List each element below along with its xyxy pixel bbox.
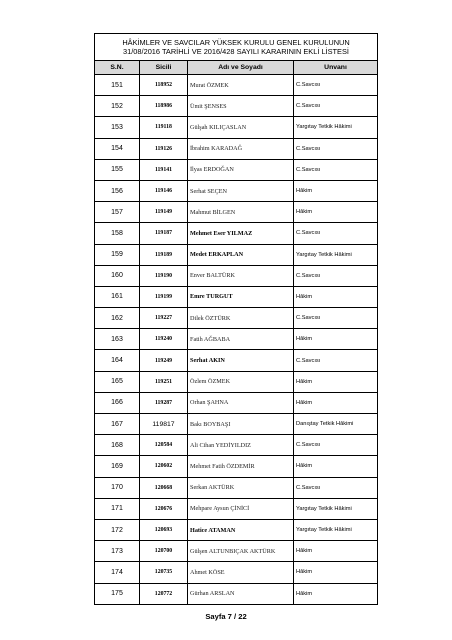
row-name-cell: Özlem ÖZMEK bbox=[188, 371, 294, 392]
row-sicil-cell: 119240 bbox=[140, 329, 188, 350]
row-unvan-cell: C.Savcısı bbox=[294, 75, 378, 96]
table-row bbox=[95, 96, 378, 117]
table-row bbox=[95, 138, 378, 159]
row-sicil-cell: 120602 bbox=[140, 456, 188, 477]
row-sn-cell: 156 bbox=[95, 180, 140, 201]
row-unvan-cell: Hâkim bbox=[294, 371, 378, 392]
row-sn-cell: 175 bbox=[95, 583, 140, 604]
table-row bbox=[95, 308, 378, 329]
row-sicil-cell: 119146 bbox=[140, 180, 188, 201]
table-row bbox=[95, 159, 378, 180]
table-row bbox=[95, 435, 378, 456]
personnel-table bbox=[94, 33, 378, 605]
row-sicil-cell: 120772 bbox=[140, 583, 188, 604]
row-sicil-cell: 118986 bbox=[140, 96, 188, 117]
page-footer: Sayfa 7 / 22 bbox=[205, 612, 247, 621]
row-name-cell: Hatice ATAMAN bbox=[188, 519, 294, 540]
row-sn-cell: 172 bbox=[95, 519, 140, 540]
table-row bbox=[95, 329, 378, 350]
row-name-cell: Gürhan ARSLAN bbox=[188, 583, 294, 604]
table-row bbox=[95, 456, 378, 477]
row-sn-cell: 170 bbox=[95, 477, 140, 498]
row-name-cell: Orhan ŞAHNA bbox=[188, 392, 294, 413]
table-row bbox=[95, 350, 378, 371]
document-table-container bbox=[94, 33, 377, 605]
row-sn-cell: 174 bbox=[95, 562, 140, 583]
row-unvan-cell: Yargıtay Tetkik Hâkimi bbox=[294, 519, 378, 540]
header-sn: S.N. bbox=[95, 61, 140, 75]
row-sicil-cell: 119287 bbox=[140, 392, 188, 413]
row-sicil-cell: 119189 bbox=[140, 244, 188, 265]
row-name-cell: İbrahim KARADAĞ bbox=[188, 138, 294, 159]
row-sicil-cell: 119817 bbox=[140, 414, 188, 435]
row-sn-cell: 167 bbox=[95, 414, 140, 435]
row-sicil-cell: 120693 bbox=[140, 519, 188, 540]
table-row bbox=[95, 519, 378, 540]
table-row bbox=[95, 583, 378, 604]
row-sicil-cell: 119141 bbox=[140, 159, 188, 180]
row-unvan-cell: Hâkim bbox=[294, 456, 378, 477]
row-sicil-cell: 119187 bbox=[140, 223, 188, 244]
table-row bbox=[95, 562, 378, 583]
row-unvan-cell: C.Savcısı bbox=[294, 159, 378, 180]
row-unvan-cell: C.Savcısı bbox=[294, 138, 378, 159]
row-name-cell: Mehmet Eser YILMAZ bbox=[188, 223, 294, 244]
row-unvan-cell: Hâkim bbox=[294, 329, 378, 350]
row-sicil-cell: 120700 bbox=[140, 541, 188, 562]
row-unvan-cell: Hâkim bbox=[294, 541, 378, 562]
row-name-cell: Mahmut BİLGEN bbox=[188, 202, 294, 223]
row-sn-cell: 158 bbox=[95, 223, 140, 244]
row-unvan-cell: C.Savcısı bbox=[294, 477, 378, 498]
row-sn-cell: 160 bbox=[95, 265, 140, 286]
row-name-cell: Serhat SEÇEN bbox=[188, 180, 294, 201]
row-unvan-cell: Danıştay Tetkik Hâkimi bbox=[294, 414, 378, 435]
row-name-cell: Fatih AĞBABA bbox=[188, 329, 294, 350]
row-name-cell: Gülşah KILIÇASLAN bbox=[188, 117, 294, 138]
row-sn-cell: 164 bbox=[95, 350, 140, 371]
row-unvan-cell: Yargıtay Tetkik Hâkimi bbox=[294, 498, 378, 519]
row-sn-cell: 153 bbox=[95, 117, 140, 138]
row-sn-cell: 166 bbox=[95, 392, 140, 413]
row-sn-cell: 163 bbox=[95, 329, 140, 350]
row-sicil-cell: 119118 bbox=[140, 117, 188, 138]
row-sn-cell: 159 bbox=[95, 244, 140, 265]
row-name-cell: Ahmet KÖSE bbox=[188, 562, 294, 583]
table-row bbox=[95, 265, 378, 286]
row-sicil-cell: 119227 bbox=[140, 308, 188, 329]
row-sn-cell: 169 bbox=[95, 456, 140, 477]
row-sn-cell: 151 bbox=[95, 75, 140, 96]
row-sicil-cell: 120584 bbox=[140, 435, 188, 456]
row-name-cell: Mehmet Fatih ÖZDEMİR bbox=[188, 456, 294, 477]
row-sicil-cell: 120668 bbox=[140, 477, 188, 498]
table-header-row bbox=[95, 61, 378, 75]
row-name-cell: Serhat AKIN bbox=[188, 350, 294, 371]
row-name-cell: Murat ÖZMEK bbox=[188, 75, 294, 96]
row-sicil-cell: 119249 bbox=[140, 350, 188, 371]
row-sicil-cell: 120676 bbox=[140, 498, 188, 519]
row-unvan-cell: Yargıtay Tetkik Hâkimi bbox=[294, 244, 378, 265]
row-unvan-cell: C.Savcısı bbox=[294, 435, 378, 456]
title-line-2: 31/08/2016 TARİHLİ VE 2016/428 SAYILI KARARININ EKLİ LİSTESİ bbox=[123, 47, 349, 56]
row-unvan-cell: Hâkim bbox=[294, 180, 378, 201]
row-sicil-cell: 119149 bbox=[140, 202, 188, 223]
table-row bbox=[95, 286, 378, 307]
row-sicil-cell: 118952 bbox=[140, 75, 188, 96]
row-sn-cell: 165 bbox=[95, 371, 140, 392]
row-unvan-cell: C.Savcısı bbox=[294, 265, 378, 286]
table-body bbox=[95, 75, 378, 605]
row-unvan-cell: Hâkim bbox=[294, 202, 378, 223]
row-unvan-cell: Hâkim bbox=[294, 286, 378, 307]
row-sn-cell: 168 bbox=[95, 435, 140, 456]
row-name-cell: Dilek ÖZTÜRK bbox=[188, 308, 294, 329]
row-sicil-cell: 119190 bbox=[140, 265, 188, 286]
table-row bbox=[95, 371, 378, 392]
table-row bbox=[95, 498, 378, 519]
row-sicil-cell: 119251 bbox=[140, 371, 188, 392]
row-sn-cell: 154 bbox=[95, 138, 140, 159]
row-unvan-cell: C.Savcısı bbox=[294, 308, 378, 329]
row-sn-cell: 171 bbox=[95, 498, 140, 519]
row-name-cell: Ümit ŞENSES bbox=[188, 96, 294, 117]
row-sicil-cell: 120735 bbox=[140, 562, 188, 583]
table-row bbox=[95, 180, 378, 201]
row-sicil-cell: 119126 bbox=[140, 138, 188, 159]
header-sicil: Sicili bbox=[140, 61, 188, 75]
row-name-cell: Mehpare Aysun ÇİNİCİ bbox=[188, 498, 294, 519]
row-unvan-cell: C.Savcısı bbox=[294, 223, 378, 244]
row-name-cell: Bakı BOYBAŞI bbox=[188, 414, 294, 435]
table-row bbox=[95, 223, 378, 244]
row-sn-cell: 161 bbox=[95, 286, 140, 307]
row-sn-cell: 155 bbox=[95, 159, 140, 180]
row-name-cell: Ali Cihan YEDİYILDIZ bbox=[188, 435, 294, 456]
row-unvan-cell: Yargıtay Tetkik Hâkimi bbox=[294, 117, 378, 138]
row-sn-cell: 162 bbox=[95, 308, 140, 329]
row-sn-cell: 173 bbox=[95, 541, 140, 562]
row-unvan-cell: Hâkim bbox=[294, 583, 378, 604]
row-unvan-cell: Hâkim bbox=[294, 562, 378, 583]
header-ad-soyad: Adı ve Soyadı bbox=[188, 61, 294, 75]
row-unvan-cell: C.Savcısı bbox=[294, 96, 378, 117]
row-name-cell: Emre TURGUT bbox=[188, 286, 294, 307]
row-sn-cell: 157 bbox=[95, 202, 140, 223]
row-name-cell: Serkan AKTÜRK bbox=[188, 477, 294, 498]
row-unvan-cell: C.Savcısı bbox=[294, 350, 378, 371]
row-sn-cell: 152 bbox=[95, 96, 140, 117]
table-row bbox=[95, 117, 378, 138]
title-line-1: HÂKİMLER VE SAVCILAR YÜKSEK KURULU GENEL KURULUNUN bbox=[122, 38, 350, 47]
row-sicil-cell: 119199 bbox=[140, 286, 188, 307]
row-name-cell: Gülşen ALTUNBIÇAK AKTÜRK bbox=[188, 541, 294, 562]
table-row bbox=[95, 202, 378, 223]
table-row bbox=[95, 477, 378, 498]
row-name-cell: Medet ERKAPLAN bbox=[188, 244, 294, 265]
document-title bbox=[95, 34, 378, 61]
table-row bbox=[95, 75, 378, 96]
row-unvan-cell: Hâkim bbox=[294, 392, 378, 413]
table-row bbox=[95, 541, 378, 562]
row-name-cell: İlyas ERDOĞAN bbox=[188, 159, 294, 180]
table-row bbox=[95, 414, 378, 435]
table-row bbox=[95, 392, 378, 413]
row-name-cell: Enver BALTÜRK bbox=[188, 265, 294, 286]
table-row bbox=[95, 244, 378, 265]
header-unvan: Unvanı bbox=[294, 61, 378, 75]
